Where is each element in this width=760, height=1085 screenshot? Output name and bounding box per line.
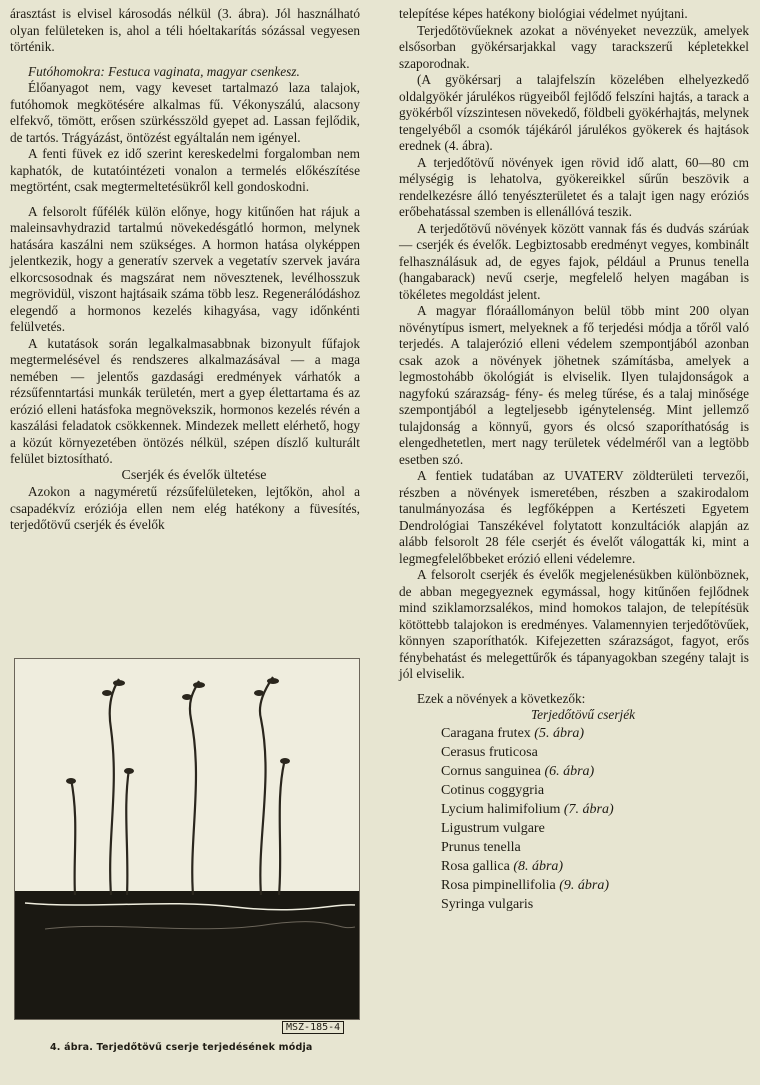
figure [14, 658, 362, 1068]
list-item: Cornus sanguinea (6. ábra) [441, 763, 595, 779]
list-item: Lycium halimifolium (7. ábra) [441, 801, 614, 817]
paragraph: Ezek a növények a következők: [417, 690, 586, 706]
list-item: Prunus tenella [441, 839, 521, 855]
left-column [10, 6, 360, 534]
figure-illustration [14, 658, 360, 1020]
list-item: Caragana frutex (5. ábra) [441, 725, 585, 741]
plant-spread-illustration [15, 659, 359, 1019]
list-item: Rosa gallica (8. ábra) [441, 858, 564, 874]
list-item: Syringa vulgaris [441, 896, 534, 912]
list-item: Cerasus fruticosa [441, 744, 538, 760]
paragraph: A kutatások során legalkalmasabbnak bizonyult fűfajok megtermelésével és rendszeres alkalmazásával — a maga nemében — jelentős gazdasági eredmények várhatók a rézsűfenntartási munkák területén, mert a gyep élettartama és az erózió elleni hatásfoka megnövekszik, hormonos kezelés révén a kaszálási feladatok csökkennek. Mindezek mellett elérhető, hogy a közút környezetében öntözés nélkül, szépen díszlő kulturált felület biztosítható. [10, 335, 360, 466]
paragraph: A felsorolt cserjék és évelők megjelenésükben különböznek, de abban megegyeznek egymással, hogy kitűnően fejlődnek mind sziklamorzsalékos, mind homokos talajon, de telepítésük kötöttebb talajokon is eredményes. Valamennyien terjedőtövűek, könnyen szaporíthatók. Kifejezetten szárazságot, fagyot, erős fénybehatást és melegettűrők és tápanyagokban szegény talajt is jól elviselik. [399, 567, 749, 681]
right-column [399, 6, 749, 914]
paragraph: (A gyökérsarj a talajfelszín közelében elhelyezkedő oldalgyökér járulékos rügyeiből fejlődő felszíni hajtás, a tarack a gyökérből vízszintesen növekedő, földbeli gyökérhajtás, melynek tengelyéből a csomók tájékáról járulékos gyökerek és hajtások erednek (4. ábra). [399, 72, 749, 153]
figure-caption: 4. ábra. Terjedőtövű cserje terjedésének módja [50, 1042, 313, 1053]
paragraph: Terjedőtövűeknek azokat a növényeket nevezzük, amelyek elsősorban gyökérsarjakkal vagy tarackszerű képletekkel szaporodnak. [399, 22, 749, 71]
list-item: Rosa pimpinellifolia (9. ábra) [441, 877, 609, 893]
paragraph: A terjedőtövű növények igen rövid idő alatt, 60—80 cm mélységig is lehatolva, gyökereikkel sűrűn beszövik a rendelkezésre álló tenyészterületet és a talajt igen nagy eróziós erőbehatással szemben is ellenállóvá teszik. [399, 154, 749, 219]
list-item: Ligustrum vulgare [441, 820, 545, 836]
paragraph: A fentiek tudatában az UVATERV zöldterületi tervezői, részben a növények ismeretében, részben a szakirodalom tanulmányozása és legfőképpen a Kertészeti Egyetem Dendrológiai Tanszékével folytatott konzultációk alapján az alább felsorolt 28 féle cserjét és évelőt válogatták ki, mint a legmegfelelőbbeket erózió elleni védelemre. [399, 468, 749, 566]
plant-list [399, 724, 749, 914]
paragraph: A felsorolt fűfélék külön előnye, hogy kitűnően hat rájuk a maleinsavhydrazid tartalmú növekedésgátló hormon, melynek hatására kaszálni nem szükséges. A hormon hatása olyképpen jelentkezik, hogy a generatív szervek a vegetatív szervek javára elkorcsosodnak és magszárat nem növesztenek, levélhosszuk megrövidül, viszont hajtásaik száma több lesz. Regenerálódáshoz elegendő a hormonos kezelés kihagyása, vagy időnkénti felülvetés. [10, 203, 360, 334]
paragraph: A magyar flóraállományon belül több mint 200 olyan növénytípus ismert, melyeknek a fő terjedési módja a tőről való terjedés. A talajerózió elleni védelem szempontjából azonban csak azok a növények jöhetnek számításba, amelyek a legmostohább ökológiát is elviselik. Ilyen tulajdonságok a nagyfokú szárazság- fény- és meleg tűrése, és a talaj minősége szempontjából a legteljesebb igénytelenség. Mint jellemző tulajdonság a könnyű, gyors és olcsó szaporíthatóság is elengedhetetlen, mert nagy területek védelméről van a legtöbb esetben szó. [399, 303, 749, 467]
paragraph: A terjedőtövű növények között vannak fás és dudvás szárúak — cserjék és évelők. Legbiztosabb eredményt vegyes, kombinált felhasználásuk ad, de egyes fajok, például a Prunus tenella (hangabarack) nevű cserje, megfelelő helyen magában is tökéletes megoldást jelent. [399, 220, 749, 302]
subheading-futohomok: Futóhomokra: Festuca vaginata, magyar csenkesz. [28, 63, 300, 79]
paragraph: Azokon a nagyméretű rézsűfelületeken, lejtőkön, ahol a csapadékvíz eróziója ellen nem elég hatékony a füvesítés, terjedőtövű cserjék és évelők [10, 484, 360, 532]
paragraph: A fenti füvek ez idő szerint kereskedelmi forgalomban nem kaphatók, de kutatóintézeti vonalon a termelés előkészítése megtörtént, csak megtermeltetésükről kell gondoskodni. [10, 146, 360, 194]
section-heading: Cserjék és évelők ültetése [121, 467, 267, 483]
paragraph: árasztást is elvisel károsodás nélkül (3. ábra). Jól használható olyan felületeken is, ahol a téli hóeltakarítás sózással vegyesen történik. [10, 6, 360, 54]
paragraph: Élőanyagot nem, vagy keveset tartalmazó laza talajok, futóhomok megkötésére alkalmas fű. Vékonyszálú, alacsony elfekvő, tömött, erősen szürkésszöld gyepet ad. Lassan fejlődik, de tartós. Trágyázást, öntözést egyáltalán nem igényel. [10, 80, 360, 145]
list-item: Cotinus coggygria [441, 782, 545, 798]
figure-stamp: MSZ-185-4 [282, 1021, 344, 1034]
paragraph: telepítése képes hatékony biológiai védelmet nyújtani. [399, 6, 688, 21]
list-title: Terjedőtövű cserjék [530, 707, 635, 722]
